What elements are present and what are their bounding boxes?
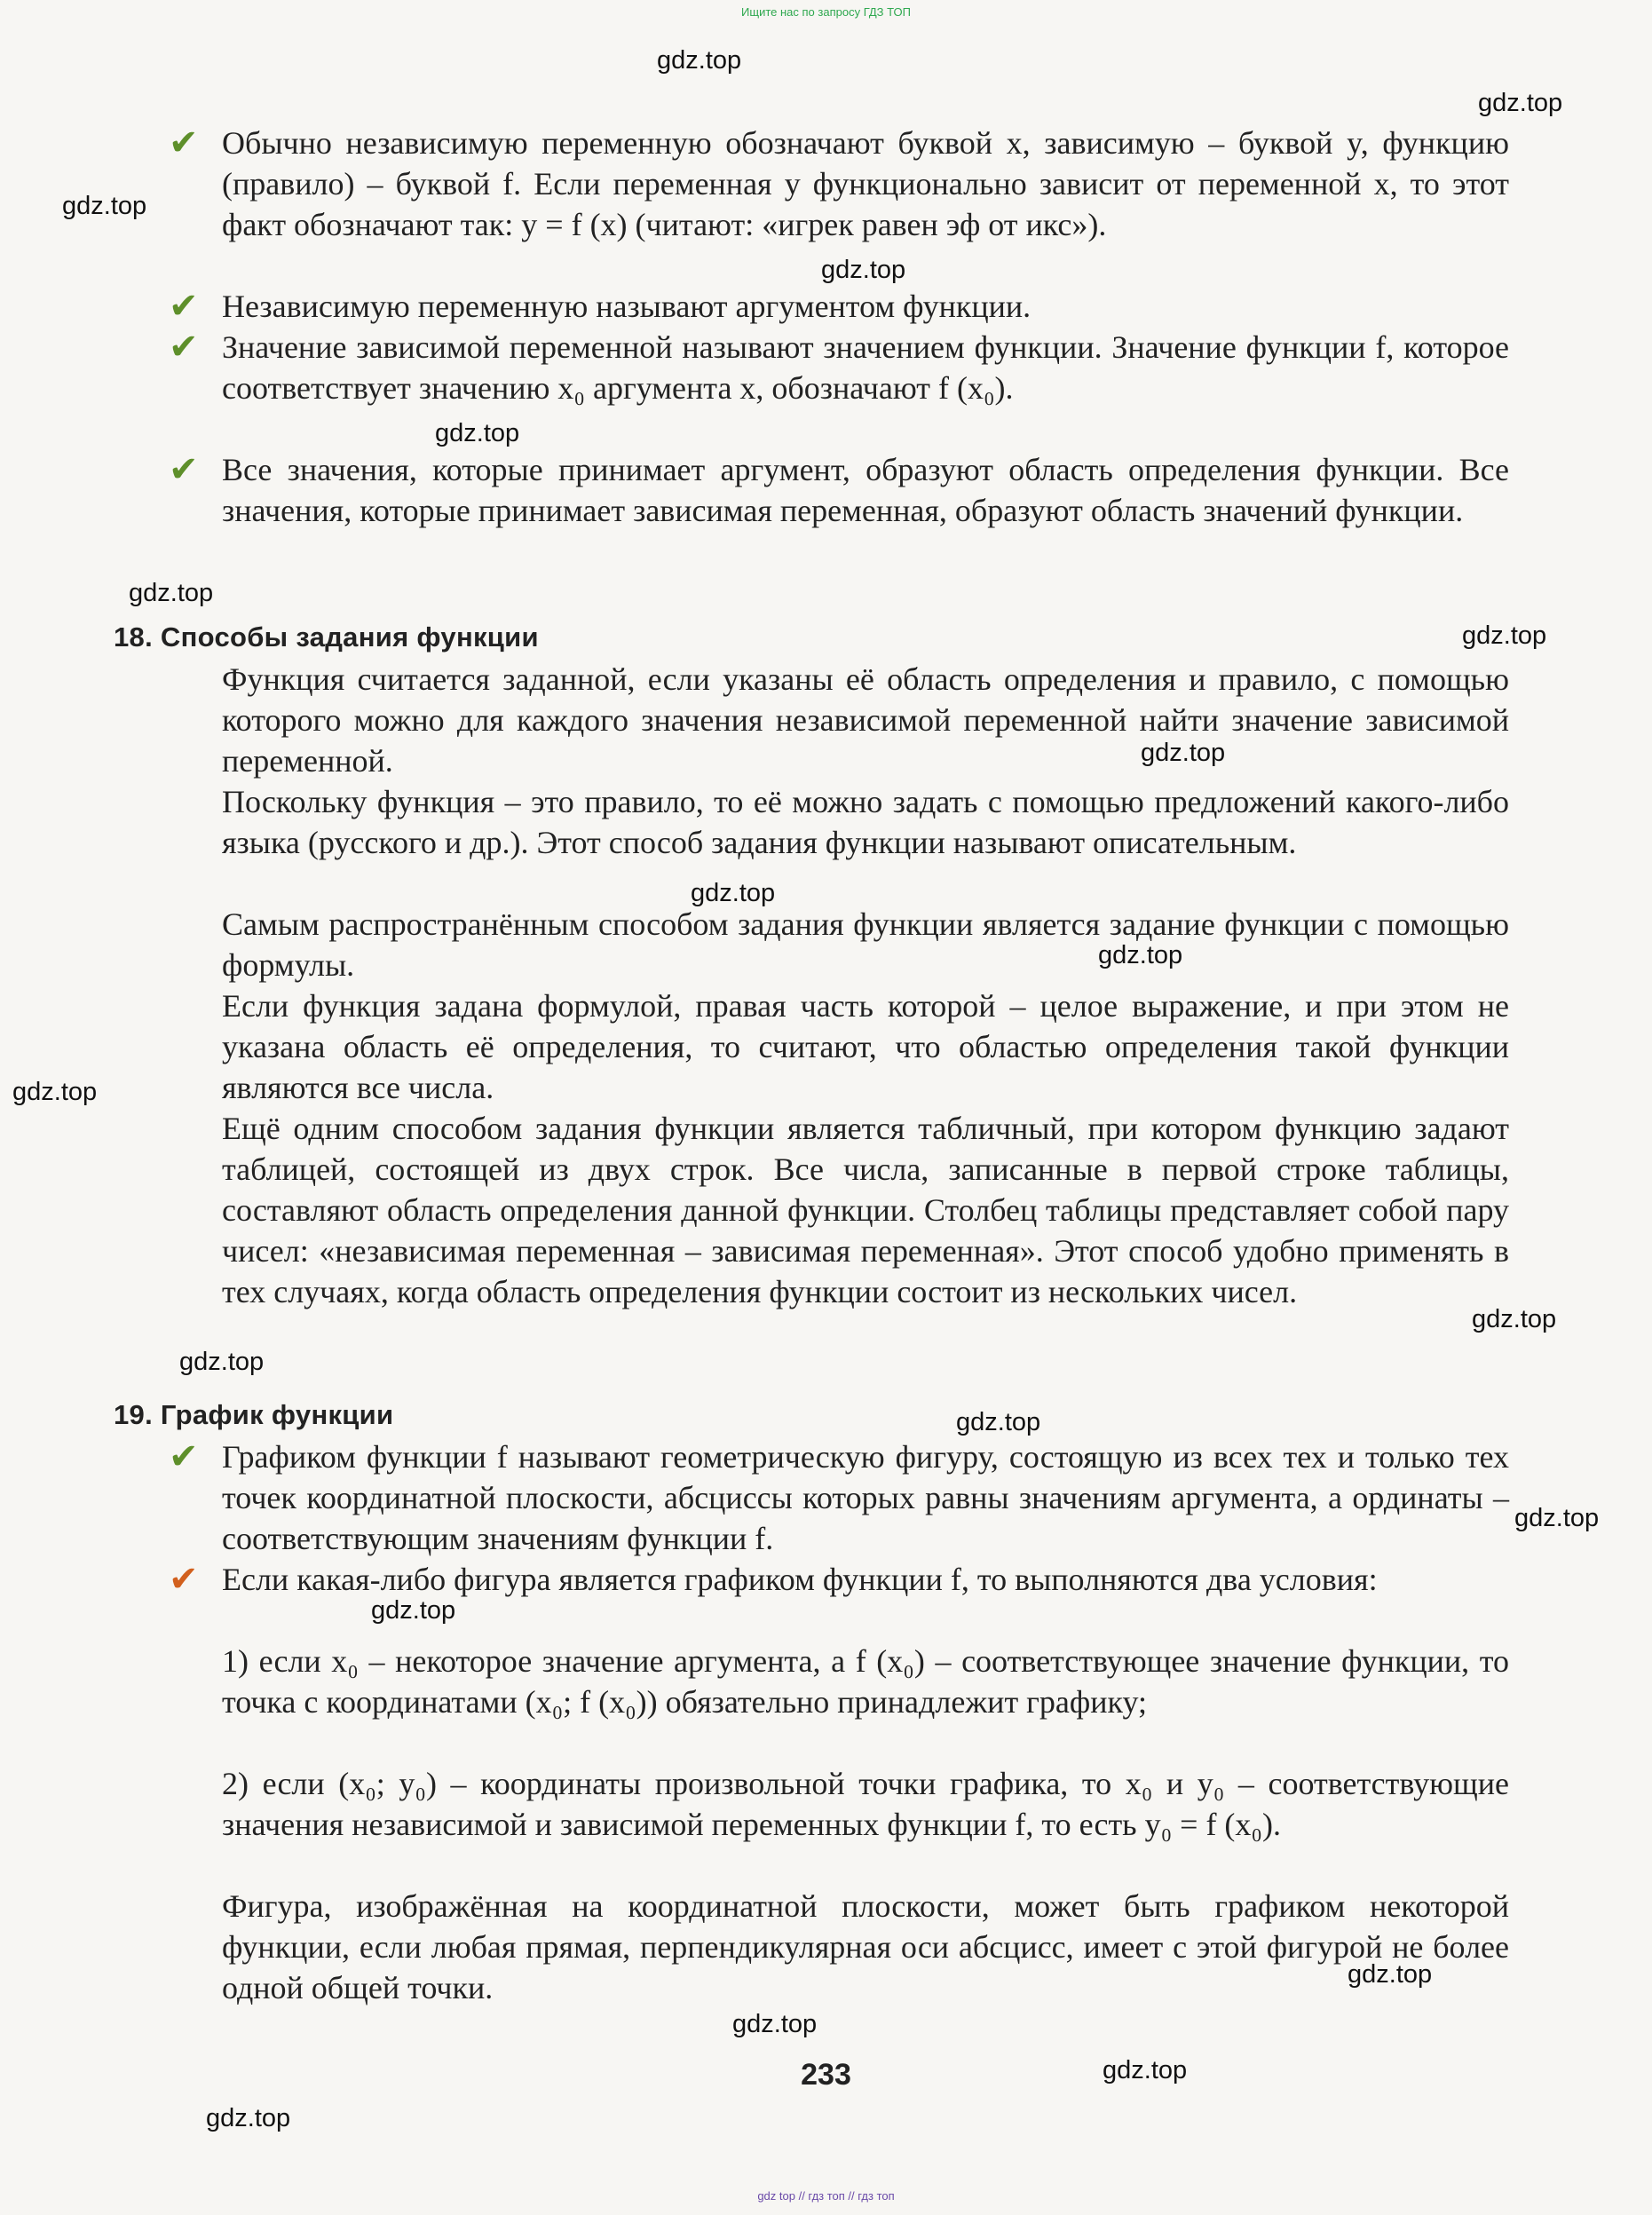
watermark: gdz.top [371, 1596, 456, 1625]
page-number: 233 [801, 2058, 851, 2092]
definition-bullet: Независимую переменную называют аргументом функции. [222, 289, 1032, 324]
footer-links[interactable]: gdz top // гдз топ // гдз топ [757, 2189, 895, 2203]
definition-bullet: Все значения, которые принимает аргумент, образуют область определения функции. Все значения, которые принимает зависимая переменная, образуют область значений функции. [222, 452, 1509, 528]
definition-bullet: Если какая-либо фигура является графиком функции f, то выполняются два условия: [222, 1562, 1378, 1597]
watermark: gdz.top [179, 1348, 265, 1376]
watermark: gdz.top [956, 1408, 1041, 1436]
watermark: gdz.top [206, 2104, 291, 2132]
definition-bullet: Графиком функции f называют геометрическую фигуру, состоящую из всех тех и только тех точек координатной плоскости, абсциссы которых равны значениям аргумента, а ординаты – соответствующим значениям функции f. [222, 1439, 1509, 1556]
watermark: gdz.top [821, 256, 906, 284]
section-heading: 19. График функции [114, 1399, 394, 1430]
paragraph: Функция считается заданной, если указаны её область определения и правило, с помощью которого можно для каждого значения независимой переменной найти значение зависимой переменной. [222, 661, 1509, 779]
watermark: gdz.top [1141, 739, 1226, 767]
watermark: gdz.top [435, 419, 520, 447]
checkmark-icon: ✔ [169, 1559, 199, 1600]
top-banner[interactable]: Ищите нас по запросу ГДЗ ТОП [741, 5, 911, 19]
watermark: gdz.top [1462, 621, 1547, 650]
condition-item: 1) если x₀ – некоторое значение аргумента, а f (x₀) – соответствующее значение функции, то точка с координатами (x₀; f (x₀)) обязательно принадлежит графику; [222, 1643, 1509, 1720]
paragraph: Самым распространённым способом задания функции является задание функции с помощью формулы. [222, 906, 1509, 983]
watermark: gdz.top [657, 46, 742, 75]
watermark: gdz.top [62, 192, 147, 220]
paragraph: Если функция задана формулой, правая часть которой – целое выражение, и при этом не указана область её определения, то считают, что областью определения такой функции являются все числа. [222, 988, 1509, 1105]
checkmark-icon: ✔ [169, 123, 199, 163]
watermark: gdz.top [691, 879, 776, 907]
watermark: gdz.top [1348, 1960, 1433, 1989]
paragraph: Ещё одним способом задания функции является табличный, при котором функцию задают таблицей, состоящей из двух строк. Все числа, записанные в первой строке таблицы, составляют область определения данной функции. Столбец таблицы представляет собой пару чисел: «независимая переменная – зависимая переменная». Этот способ удобно применять в тех случаях, когда область определения функции состоит из нескольких чисел. [222, 1111, 1509, 1309]
watermark: gdz.top [1472, 1305, 1557, 1333]
watermark: gdz.top [1514, 1504, 1600, 1532]
section-heading: 18. Способы задания функции [114, 621, 539, 653]
watermark: gdz.top [1103, 2056, 1188, 2084]
checkmark-icon: ✔ [169, 1436, 199, 1477]
watermark: gdz.top [12, 1078, 98, 1106]
checkmark-icon: ✔ [169, 449, 199, 490]
paragraph: Поскольку функция – это правило, то её можно задать с помощью предложений какого-либо языка (русского и др.). Этот способ задания функции называют описательным. [222, 784, 1509, 860]
watermark: gdz.top [1098, 941, 1183, 969]
watermark: gdz.top [1478, 89, 1563, 117]
condition-item: 2) если (x₀; y₀) – координаты произвольной точки графика, то x₀ и y₀ – соответствующие значения независимой и зависимой переменных функции f, то есть y₀ = f (x₀). [222, 1766, 1509, 1842]
checkmark-icon: ✔ [169, 327, 199, 368]
definition-bullet: Обычно независимую переменную обозначают буквой x, зависимую – буквой y, функцию (правило) – буквой f. Если переменная y функционально зависит от переменной x, то этот факт обозначают так: y = f (x) (читают: «игрек равен эф от икс»). [222, 125, 1509, 242]
watermark: gdz.top [129, 579, 214, 607]
watermark: gdz.top [732, 2010, 818, 2038]
checkmark-icon: ✔ [169, 286, 199, 327]
paragraph: Фигура, изображённая на координатной плоскости, может быть графиком некоторой функции, если любая прямая, перпендикулярная оси абсцисс, имеет с этой фигурой не более одной общей точки. [222, 1888, 1509, 2005]
definition-bullet: Значение зависимой переменной называют значением функции. Значение функции f, которое соответствует значению x₀ аргумента x, обозначают f (x₀). [222, 329, 1509, 406]
